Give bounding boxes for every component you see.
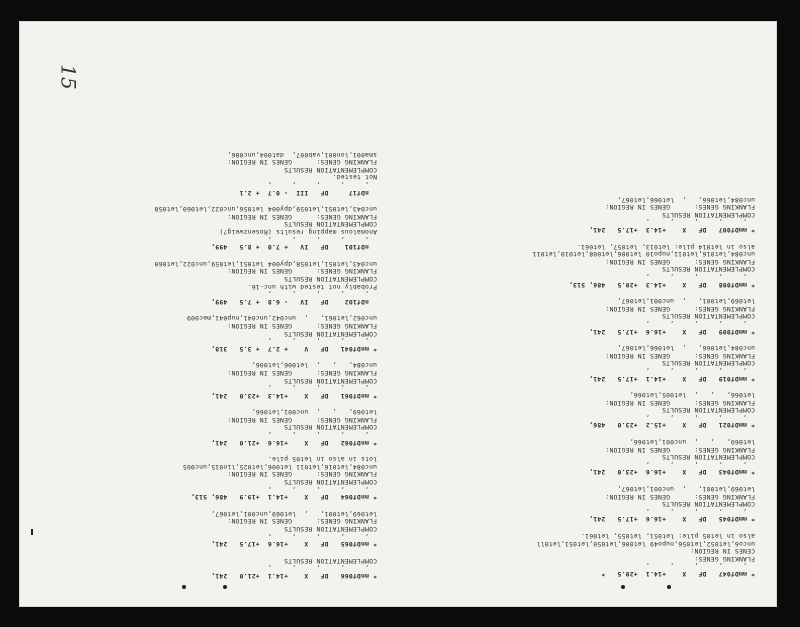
entry-header: * mnDf065 DF X +16.6 +17.5 241, [211,540,377,549]
entry-header: * mmDf008 DF X +14.3 +20.5 486, 513, [568,280,755,289]
entry-line: lots in also in let05 pile. [267,455,377,464]
entry-line: FLANKING GENES: GENES IN REGION: [227,321,377,330]
entry-line: , , , , , [267,337,377,346]
entry-line: also in let014 pile: let013, let057, let061. [576,242,755,251]
margin-mark [31,529,33,535]
entry-header: nDf101 DF IV + 7.0 + 8.5 499, [211,243,377,252]
handwritten-page-number: 15 [56,64,81,90]
entry-line: FLANKING GENES: GENES IN REGION: [605,203,755,212]
entry-line: unc062,let061, , unc042,unc041,nup041,mec009 [186,314,377,323]
entry-line: FLANKING GENES: GENES IN REGION: [605,445,755,454]
entry-line: CENES IN REGION: [690,547,755,556]
deficiency-entry [32,205,377,251]
entry-line: FLANKING GENES: GENES IN REGION: [227,415,377,424]
entry-line: COMPLEMENTATION RESULTS [283,376,377,385]
entry-header: * mnDf064 DF X +14.1 +19.9 486, 513, [190,493,377,502]
document-page [19,21,777,607]
deficiency-entry [410,438,755,476]
entry-line: , , , , , [267,485,377,494]
entry-line: let069,let001, , unc001,let067, [617,297,755,306]
entry-line: COMPLEMENTATION RESULTS [283,165,377,174]
entry-header: * mnDf062 DF X +16.6 +21.0 241, [211,438,377,447]
deficiency-entry [410,391,755,429]
entry-header: nDf102 DF IV - 6.8 + 7.5 499, [211,297,377,306]
entry-line: unc084,let066, , let066,let067, [617,195,755,204]
entry-line: unc084,let016,let011 let006,let025,lin015,unc005 [182,462,377,471]
entry-line: , , , , , [267,532,377,541]
entry-line: unc084,let016,let011,nupo10 let006,let008,let010,let011 [532,250,755,259]
rotated-printout [19,21,777,607]
entry-line: COMPLEMENTATION RESULTS [283,423,377,432]
deficiency-entry [410,297,755,335]
left-column [410,186,755,577]
punch-hole [182,585,186,589]
entry-header: * mmDf045 DF X +16.6 +17.5 241, [589,515,755,524]
deficiency-entry [410,195,755,233]
deficiency-entry [32,556,377,579]
deficiency-entry [32,361,377,399]
entry-line: FLANKING GENES: GENES IN REGION: [227,267,377,276]
entry-line: , , , , , [267,431,377,440]
entry-line: Anomalous mapping results (Rosenzweig?) [219,228,377,237]
entry-header: * mnDf066 DF X +14.1 +21.0 241, [211,572,377,580]
entry-line: FLANKING GENES: GENES IN REGION: [605,304,755,313]
entry-line: , , , , , [645,413,755,422]
entry-line: unc043,let051,let059,dpy004 let056,unc022,let060,let058 [154,205,377,214]
entry-line: let069,let001, , unc001,let067, [617,485,755,494]
entry-line: , , , , , [645,366,755,375]
entry-line: unc084,let066, , let066,let067, [617,344,755,353]
entry-line: , , , , , [645,562,755,571]
punch-hole [667,585,671,589]
entry-header: * mmDf007 DF X +14.3 +17.5 241, [589,226,755,235]
entry-line: , , , , , [267,384,377,393]
entry-line: COMPLEMENTATION RESULTS [283,525,377,534]
entry-line: let066, , , let005,let066, [629,391,755,400]
entry-header: * mmDf043 DF X +16.6 +23.0 241, [589,468,755,477]
deficiency-entry [410,242,755,288]
entry-header: * mnDf041 DF V + 2.7 + 3.5 318, [211,344,377,353]
deficiency-entry [410,344,755,382]
entry-line: COMPLEMENTATION RESULTS [283,556,377,565]
entry-line: COMPLEMENTATION RESULTS [661,406,755,415]
deficiency-entry [32,455,377,501]
entry-line: unc084, , , let006,let006, [251,361,377,370]
entry-line: FLANKING GENES: [694,554,755,563]
entry-line: , , , , , [645,460,755,469]
entry-line: , , , , , [267,235,377,244]
entry-line: also in let05 pile: let051, let055, let061. [580,532,755,541]
entry-line: unc043,let051,let058,dpy004 let051,let059,unc022,let060 [154,259,377,268]
entry-line: let069, , , unc001,let066, [251,408,377,417]
entry-line: , , , , , [645,507,755,516]
entry-header: * mmDf019 DF X +14.1 +17.5 241, [589,374,755,383]
deficiency-entry [410,484,755,522]
deficiency-entry [32,509,377,547]
entry-line: COMPLEMENTATION RESULTS [283,478,377,487]
entry-line: FLANKING GENES: GENES IN REGION: [605,257,755,266]
entry-line: Not tested. [332,173,377,182]
entry-line: COMPLEMENTATION RESULTS [661,500,755,509]
entry-header: * mmDf009 DF X +16.6 +17.5 241, [589,327,755,336]
entry-line: FLANKING GENES: GENES IN REGION: [605,492,755,501]
entry-line: , , , , , [645,218,755,227]
entry-line: , , , , , [645,319,755,328]
entry-line: FLANKING GENES: GENES IN REGION: [605,351,755,360]
entry-line: COMPLEMENTATION RESULTS [283,329,377,338]
deficiency-entry [32,314,377,352]
entry-line: COMPLEMENTATION RESULTS [661,210,755,219]
entry-line: COMPLEMENTATION RESULTS [661,453,755,462]
entry-line: FLANKING GENES: GENES IN REGION: [227,212,377,221]
entry-line: , , , , , [267,290,377,299]
entry-line: FLANKING GENES: GENES IN REGION: [227,368,377,377]
deficiency-entry [410,531,755,577]
entry-line: FLANKING GENES: GENES IN REGION: [227,517,377,526]
entry-line: , , , , , [267,564,377,573]
entry-line: COMPLEMENTATION RESULTS [283,275,377,283]
entry-line: COMPLEMENTATION RESULTS [661,265,755,274]
deficiency-entry [32,150,377,196]
deficiency-entry [32,259,377,305]
entry-line: COMPLEMENTATION RESULTS [661,359,755,368]
right-column [32,141,377,579]
entry-header: * mnDf061 DF X +14.3 +23.0 241, [211,391,377,400]
entry-line: , , , , , [645,273,755,281]
entry-line: unco6,let052,let056,nupo49 let006,let050,let051,let0ll [536,539,755,548]
entry-line: sma001,lon001,vab007, dat004,unc086, [227,150,377,159]
deficiency-entry [32,408,377,446]
entry-line: FLANKING GENES: GENES IN REGION: [605,398,755,407]
entry-line: FLANKING GENES: GENES IN REGION: [227,470,377,479]
entry-line: Probably not tested with unc-16. [247,282,377,291]
entry-header: * mmDf047 DF X +14.1 +20.5 * [601,570,755,578]
entry-line: COMPLEMENTATION RESULTS [283,220,377,229]
punch-hole [621,585,625,589]
entry-header: * mmDf021 DF X +15.2 +23.0 486, [589,421,755,430]
entry-line: COMPLEMENTATION RESULTS [661,312,755,321]
entry-header: nDf17 DF III - 0.7 + 2.1 [239,188,377,197]
punch-hole [223,585,227,589]
entry-line: FLANKING GENES: GENES IN REGION: [227,158,377,167]
entry-line: let069,let001, , let069,unc001,let067, [211,509,377,518]
entry-line: , , , , , [267,181,377,190]
entry-line: let069, , , unc001,let066, [629,438,755,447]
